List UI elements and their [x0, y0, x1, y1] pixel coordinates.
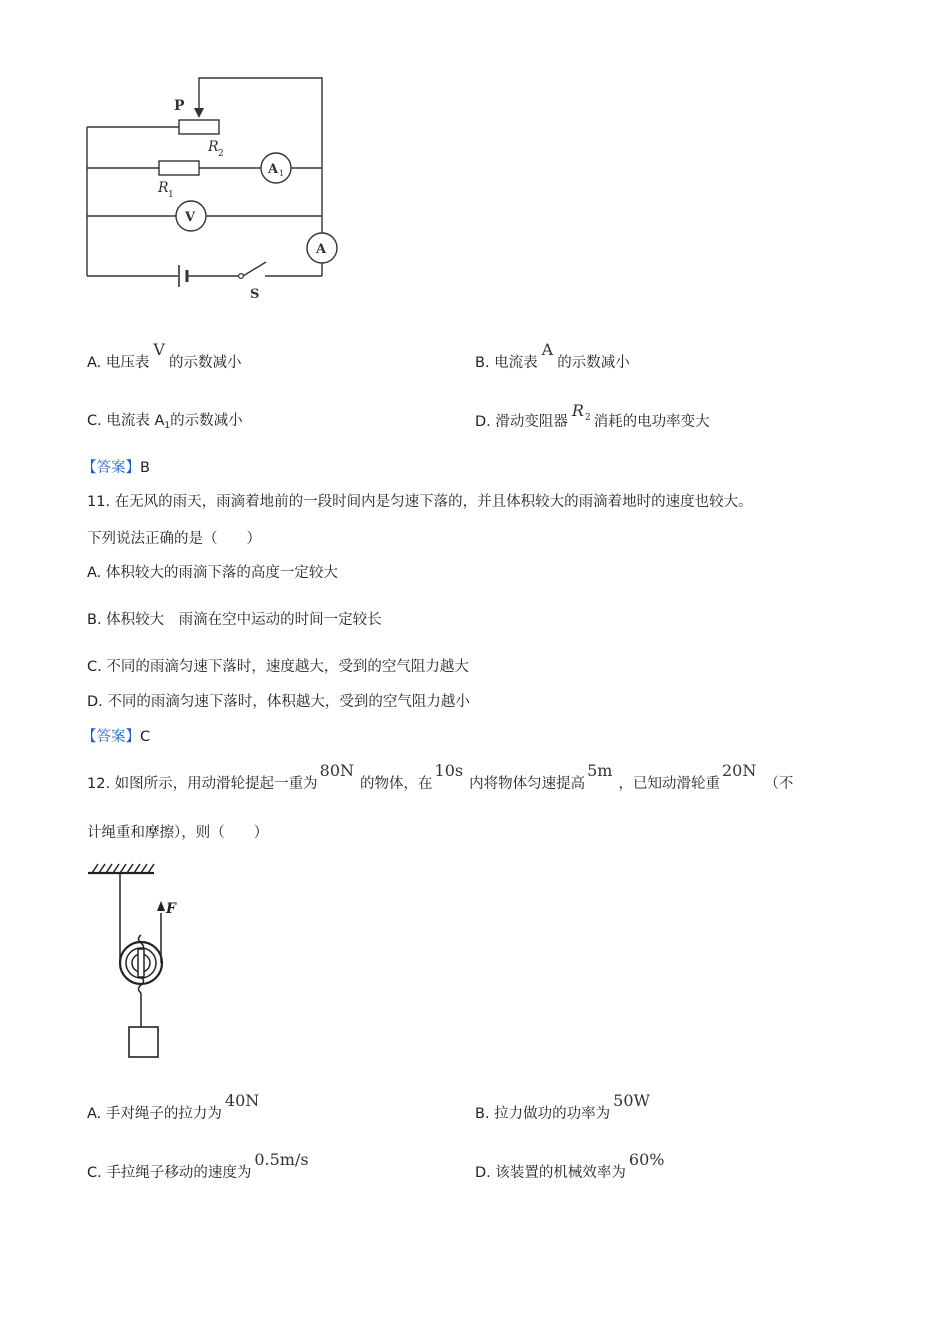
q12-option-a: A. 手对绳子的拉力为40N — [87, 1091, 260, 1122]
r1-sub: 1 — [168, 190, 174, 200]
q12-option-c: C. 手拉绳子移动的速度为0.5m/s — [87, 1150, 309, 1181]
circuit-diagram — [0, 0, 340, 310]
q11-option-c: C. 不同的雨滴匀速下落时，速度越大，受到的空气阻力越大 — [87, 659, 469, 675]
r1-label: R — [158, 180, 169, 196]
q11-option-d: D. 不同的雨滴匀速下落时，体积越大，受到的空气阻力越小 — [87, 694, 470, 710]
q10-answer: 【答案】B — [82, 460, 150, 476]
q12-stem-line2: 计绳重和摩擦），则（ ） — [87, 825, 269, 841]
ammeter-a1-label: A — [268, 162, 279, 177]
force-label: F — [166, 901, 176, 917]
q11-stem-line1: 11. 在无风的雨天，雨滴着地前的一段时间内是匀速下落的，并且体积较大的雨滴着地时的速度也较大。 — [87, 494, 753, 510]
r2-label: R — [208, 139, 219, 155]
ammeter-a1-sub: 1 — [279, 169, 285, 178]
q12-option-d: D. 该装置的机械效率为60% — [475, 1150, 665, 1181]
q11-option-b: B. 体积较大 雨滴在空中运动的时间一定较长 — [87, 612, 382, 628]
voltmeter-label: V — [185, 210, 196, 225]
slider-label: P — [174, 98, 185, 114]
pulley-figure — [80, 855, 190, 1065]
q11-answer: 【答案】C — [82, 729, 151, 745]
q12-stem-line1: 12. 如图所示，用动滑轮提起一重为80N的物体，在10s内将物体匀速提高5m，已知动滑轮重20N（不 — [87, 761, 794, 792]
q10-option-d: D. 滑动变阻器$R^2$ 消耗的电功率变大 — [475, 401, 710, 430]
switch-label: S — [250, 287, 260, 302]
q10-option-c: C. 电流表 $A_1$的示数减小 — [87, 413, 243, 431]
r2-sub: 2 — [218, 149, 224, 159]
q11-stem-line2: 下列说法正确的是（ ） — [87, 531, 261, 547]
q10-option-b: B. 电流表A的示数减小 — [475, 340, 630, 371]
ammeter-label: A — [316, 242, 327, 257]
q12-option-b: B. 拉力做功的功率为50W — [475, 1091, 650, 1122]
q11-option-a: A. 体积较大的雨滴下落的高度一定较大 — [87, 565, 338, 581]
q10-option-a: A. 电压表V的示数减小 — [87, 340, 242, 371]
